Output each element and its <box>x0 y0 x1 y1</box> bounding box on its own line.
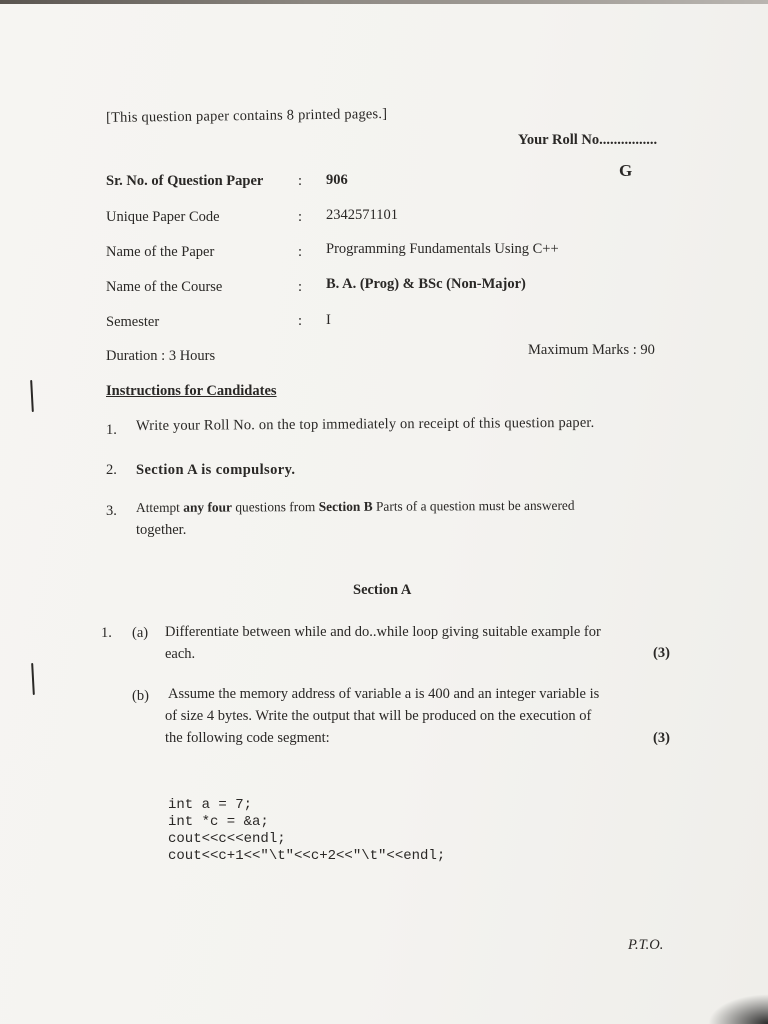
detail-sep: : <box>298 313 303 329</box>
detail-value-paper-name: Programming Fundamentals Using C++ <box>326 241 559 257</box>
detail-sep: : <box>298 279 303 295</box>
instruction-text <box>136 498 575 516</box>
detail-label-paper-name: Name of the Paper <box>106 244 215 260</box>
code-line: cout<<c<<endl; <box>168 831 286 847</box>
question-part-label: (a) <box>132 625 149 641</box>
question-text: Assume the memory address of variable a is 400 and an integer variable is <box>168 686 600 702</box>
question-marks: (3) <box>653 645 670 661</box>
detail-label-course: Name of the Course <box>106 279 223 295</box>
question-text: the following code segment: <box>165 730 330 746</box>
detail-sep: : <box>298 173 303 189</box>
detail-sep: : <box>298 244 303 260</box>
duration: Duration : 3 Hours <box>106 348 216 364</box>
set-code: G <box>619 161 633 180</box>
page-corner-shadow <box>708 994 768 1024</box>
question-text: Differentiate between while and do..while loop giving suitable example for <box>165 624 601 640</box>
margin-pen-mark <box>30 380 34 412</box>
instruction-text-bold: Section A is compulsory. <box>136 462 296 478</box>
code-segment <box>168 797 445 865</box>
page-top-edge <box>0 0 768 4</box>
maximum-marks: Maximum Marks : 90 <box>528 342 655 358</box>
detail-value-sr-no: 906 <box>326 172 348 188</box>
section-a-title: Section A <box>353 582 412 598</box>
instruction-number: 1. <box>106 422 117 438</box>
detail-label-paper-code: Unique Paper Code <box>106 209 220 225</box>
question-text: each. <box>165 646 196 662</box>
instructions-title: Instructions for Candidates <box>106 383 277 399</box>
code-line: cout<<c+1<<"\t"<<c+2<<"\t"<<endl; <box>168 848 446 864</box>
pto-note: P.T.O. <box>628 937 664 953</box>
instruction-text-part: Attempt <box>135 499 180 515</box>
detail-value-paper-code: 2342571101 <box>326 207 398 223</box>
instruction-text-part: questions from <box>235 499 316 515</box>
detail-sep: : <box>298 209 303 225</box>
instruction-text-continuation: together. <box>136 522 187 538</box>
code-line: int a = 7; <box>168 797 253 813</box>
instruction-number: 3. <box>106 503 117 519</box>
detail-value-semester: I <box>326 312 331 328</box>
instruction-text-bold-part: any four <box>183 499 233 515</box>
question-marks: (3) <box>653 730 670 746</box>
pages-note: [This question paper contains 8 printed pages.] <box>105 106 388 126</box>
instruction-number: 2. <box>106 462 117 478</box>
instruction-text: Write your Roll No. on the top immediately on receipt of this question paper. <box>135 414 595 434</box>
detail-label-semester: Semester <box>106 314 160 330</box>
detail-value-course: B. A. (Prog) & BSc (Non-Major) <box>326 276 526 292</box>
margin-pen-mark <box>31 663 35 695</box>
question-number: 1. <box>101 625 112 641</box>
instruction-text-bold-part: Section B <box>318 498 373 515</box>
question-text: of size 4 bytes. Write the output that will be produced on the execution of <box>165 708 592 724</box>
instruction-text-part: Parts of a question must be answered <box>375 497 575 514</box>
question-part-label: (b) <box>132 688 149 704</box>
roll-no-label: Your Roll No................ <box>518 132 658 148</box>
detail-label-sr-no: Sr. No. of Question Paper <box>106 173 264 189</box>
code-line: int *c = &a; <box>168 814 269 830</box>
